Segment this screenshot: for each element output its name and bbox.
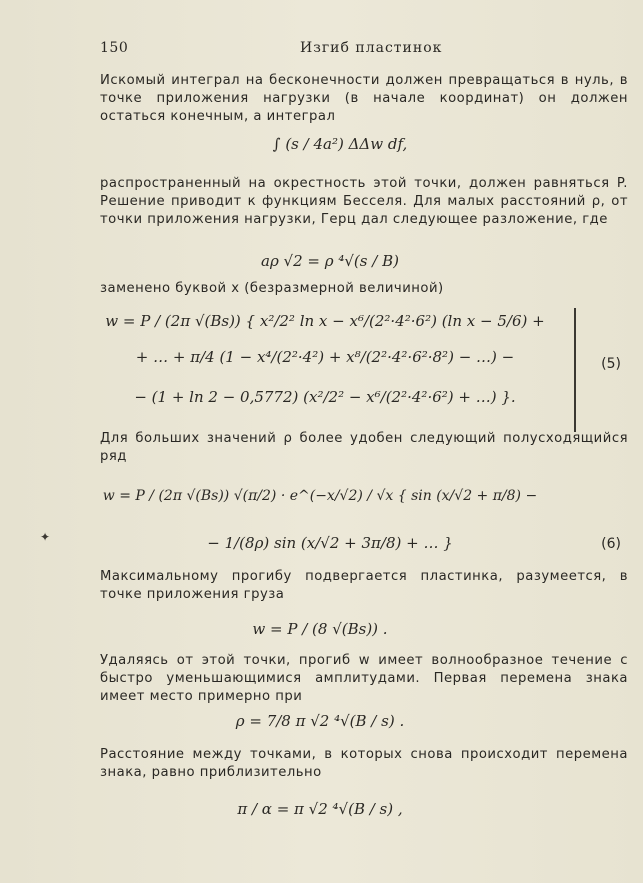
paragraph-text: заменено буквой x (безразмерной величиной) xyxy=(100,281,444,296)
paragraph-text: Удаляясь от этой точки, прогиб w имеет волнообразное течение с быстро уменьшающимися амплитудами. Первая перемена знака имеет место примерно при xyxy=(100,653,628,704)
running-title: Изгиб пластинок xyxy=(300,40,443,56)
paragraph-1 xyxy=(100,72,628,126)
equation-integral: ∫ (s / 4a²) ΔΔw df, xyxy=(272,135,408,153)
paragraph-text: Максимальному прогибу подвергается пластинка, разумеется, в точке приложения груза xyxy=(100,569,628,602)
formula-bracket-bar xyxy=(574,308,576,432)
equation-5-line-3: − (1 + ln 2 − 0,5772) (x²/2² − x⁶/(2²·4²·6²) + …) }. xyxy=(134,388,516,406)
paragraph-7 xyxy=(100,746,628,782)
paragraph-text: распространенный на окрестность этой точки, должен равняться P. Решение приводит к функциям Бесселя. Для малых расстояний ρ, от точки приложения нагрузки, Герц дал следующее разложение, где xyxy=(100,176,628,227)
equation-wmax: w = P / (8 √(Bs)) . xyxy=(252,620,388,638)
equation-rho-first-sign-change: ρ = 7/8 π √2 ⁴√(B / s) . xyxy=(235,712,405,730)
paragraph-6 xyxy=(100,652,628,706)
paragraph-5 xyxy=(100,568,628,604)
equation-substitution: aρ √2 = ρ ⁴√(s / B) xyxy=(261,252,399,270)
paragraph-3 xyxy=(100,280,628,298)
paragraph-2 xyxy=(100,175,628,229)
equation-6-line-2: − 1/(8ρ) sin (x/√2 + 3π/8) + … } xyxy=(207,534,453,552)
margin-mark: ✦ xyxy=(40,530,51,544)
equation-5-line-1: w = P / (2π √(Bs)) { x²/2² ln x − x⁶/(2²·4²·6²) (ln x − 5/6) + xyxy=(105,312,545,330)
equation-sign-change-spacing: π / α = π √2 ⁴√(B / s) , xyxy=(237,800,403,818)
equation-6-line-1: w = P / (2π √(Bs)) √(π/2) · e^(−x/√2) / √x { sin (x/√2 + π/8) − xyxy=(102,488,538,504)
equation-5-line-2: + … + π/4 (1 − x⁴/(2²·4²) + x⁸/(2²·4²·6²·8²) − …) − xyxy=(135,348,515,366)
page-number: 150 xyxy=(100,40,129,56)
equation-6-number: (6) xyxy=(601,536,621,552)
equation-5-number: (5) xyxy=(601,356,621,372)
paragraph-text: Расстояние между точками, в которых снова происходит перемена знака, равно приблизительно xyxy=(100,747,628,780)
paragraph-4 xyxy=(100,430,628,466)
paragraph-text: Искомый интеграл на бесконечности должен превращаться в нуль, в точке приложения нагрузки (в начале координат) он должен остаться конечным, а интеграл xyxy=(100,73,628,124)
paragraph-text: Для больших значений ρ более удобен следующий полусходящийся ряд xyxy=(100,431,628,464)
